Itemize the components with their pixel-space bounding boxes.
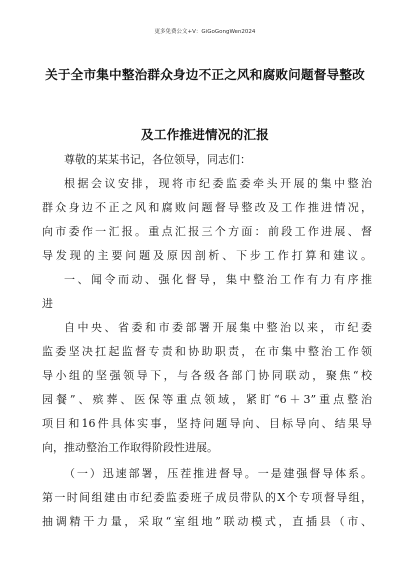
section-heading-continued: 进 [42,297,53,310]
body-line: 导发现的主要问题及原因剖析、下步工作打算和建议。 [42,249,372,262]
body-line: 第一时间组建由市纪委监委班子成员带队的X个专项督导组， [42,491,372,504]
body-line: 根据会议安排，现将市纪委监委牵头开展的集中整治 [64,177,372,190]
subsection-heading: （一）迅速部署，压茬推进督导。一是建强督导体系。 [64,467,372,480]
section-heading: 一、闻令而动、强化督导，集中整治工作有力有序推 [64,273,372,286]
document-title-line-2: 及工作推进情况的汇报 [141,127,269,142]
body-line: 抽调精干力量，采取“室组地”联动模式，直插县（市、 [42,515,372,528]
salutation: 尊敬的某某书记，各位领导，同志们： [64,153,251,166]
body-line: 向市委作一汇报。重点汇报三个方面：前段工作进展、督 [42,225,372,238]
body-line: 自中央、省委和市委部署开展集中整治以来，市纪委 [64,321,372,334]
header-note: 更多免费公文+V：GiGoGongWen2024 [154,29,256,35]
document-title-line-1: 关于全市集中整治群众身边不正之风和腐败问题督导整改 [45,67,365,82]
body-line: 导小组的坚强领导下，与各级各部门协同联动，聚焦“校 [42,369,372,382]
body-line: 监委坚决扛起监督专责和协助职责，在市集中整治工作领 [42,345,372,358]
body-line: 向，推动整治工作取得阶段性进展。 [42,441,218,454]
body-line: 项目和16件具体实事，坚持问题导向、目标导向、结果导 [42,417,372,430]
body-line: 园餐”、殡葬、医保等重点领域，紧盯“6＋3”重点整治 [42,393,372,406]
body-line: 群众身边不正之风和腐败问题督导整改及工作推进情况， [42,201,372,214]
